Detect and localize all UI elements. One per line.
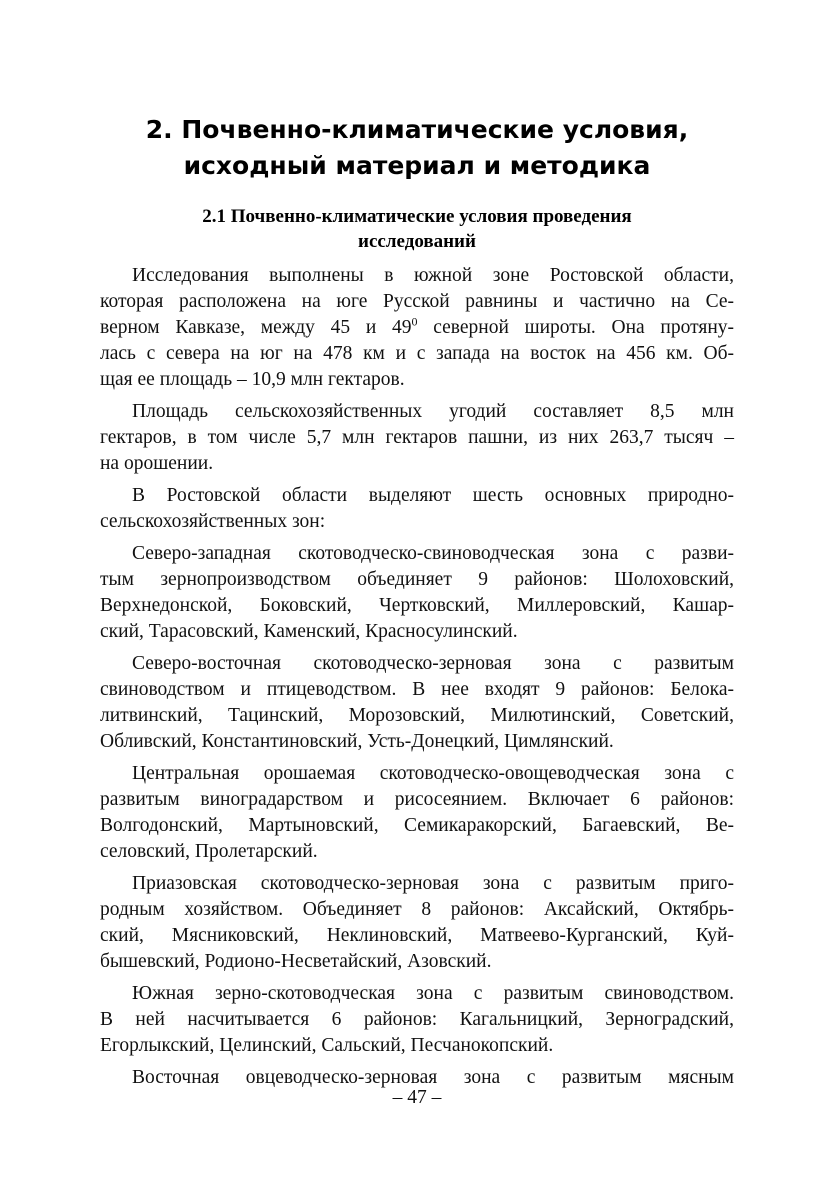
paragraph	[100, 651, 734, 755]
text-line: гектаров, в том числе 5,7 млн гектаров пашни, из них 263,7 тысяч –	[100, 427, 734, 448]
text-line: родным хозяйством. Объединяет 8 районов: Аксайский, Октябрь-	[100, 899, 734, 920]
degree-superscript: 0	[411, 314, 418, 329]
text-segment: верном Кавказе, между 45 и 49	[100, 317, 412, 338]
text-line: ский, Мясниковский, Неклиновский, Матвеево-Курганский, Куй-	[100, 925, 734, 946]
text-line: литвинский, Тацинский, Морозовский, Милютинский, Советский,	[100, 705, 734, 726]
paragraph	[100, 483, 734, 535]
text-line: свиноводством и птицеводством. В нее входят 9 районов: Белока-	[100, 679, 734, 700]
text-line: Площадь сельскохозяйственных угодий составляет 8,5 млн	[132, 401, 734, 422]
text-segment: севеpной широты. Она протяну-	[433, 317, 734, 338]
chapter-title	[100, 112, 734, 184]
text-line: на орошении.	[100, 453, 214, 474]
text-line: Восточная овцеводческо-зерновая зона с развитым мясным	[132, 1067, 734, 1088]
text-line: лась с севера на юг на 478 км и с запада на восток на 456 км. Об-	[100, 343, 734, 364]
text-line: сельскохозяйственных зон:	[100, 511, 326, 532]
text-line: Обливский, Константиновский, Усть-Донецкий, Цимлянский.	[100, 731, 614, 752]
text-line: бышевский, Родионо-Несветайский, Азовский.	[100, 951, 492, 972]
text-line: которая расположена на юге Русской равнины и частично на Се-	[100, 291, 734, 312]
text-line: Центральная орошаемая скотоводческо-овощеводческая зона с	[132, 763, 734, 784]
text-line: Южная зерно-скотоводческая зона с развитым свиноводством.	[132, 983, 734, 1004]
section-title-line: исследований	[358, 231, 476, 252]
body-text	[100, 263, 734, 1097]
text-line: селовский, Пролетарский.	[100, 841, 318, 862]
text-line: развитым виноградарством и рисосеянием. Включает 6 районов:	[100, 789, 734, 810]
text-line: Егорлыкский, Целинский, Сальский, Песчанокопский.	[100, 1035, 554, 1056]
chapter-title-line: исходный материал и методика	[183, 151, 651, 180]
text-line: тым зернопроизводством объединяет 9 районов: Шолоховский,	[100, 569, 734, 590]
paragraph	[100, 871, 734, 975]
text-line: щая ее площадь – 10,9 млн гектаров.	[100, 369, 405, 390]
text-line-with-superscript	[100, 315, 734, 341]
text-line: ский, Тарасовский, Каменский, Красносулинский.	[100, 621, 518, 642]
text-line: Верхнедонской, Боковский, Чертковский, Миллеровский, Кашар-	[100, 595, 734, 616]
paragraph	[100, 399, 734, 477]
text-line: Исследования выполнены в южной зоне Ростовской области,	[132, 265, 734, 286]
text-line: Волгодонский, Мартыновский, Семикаракорский, Багаевский, Ве-	[100, 815, 734, 836]
page-number: – 47 –	[392, 1087, 442, 1108]
section-title	[100, 204, 734, 254]
text-line: Северо-западная скотоводческо-свиноводческая зона с разви-	[132, 543, 734, 564]
paragraph	[100, 981, 734, 1059]
paragraph	[100, 263, 734, 393]
text-line: Приазовская скотоводческо-зерновая зона с развитым приго-	[132, 873, 734, 894]
text-line: В Ростовской области выделяют шесть основных природно-	[132, 485, 734, 506]
text-line: Северо-восточная скотоводческо-зерновая зона с развитым	[132, 653, 734, 674]
paragraph	[100, 761, 734, 865]
section-title-line: 2.1 Почвенно-климатические условия проведения	[202, 206, 632, 227]
document-page	[100, 0, 734, 1177]
text-line: В ней насчитывается 6 районов: Кагальницкий, Зерноградский,	[100, 1009, 734, 1030]
paragraph	[100, 541, 734, 645]
chapter-title-line: 2. Почвенно-климатические условия,	[145, 115, 689, 144]
